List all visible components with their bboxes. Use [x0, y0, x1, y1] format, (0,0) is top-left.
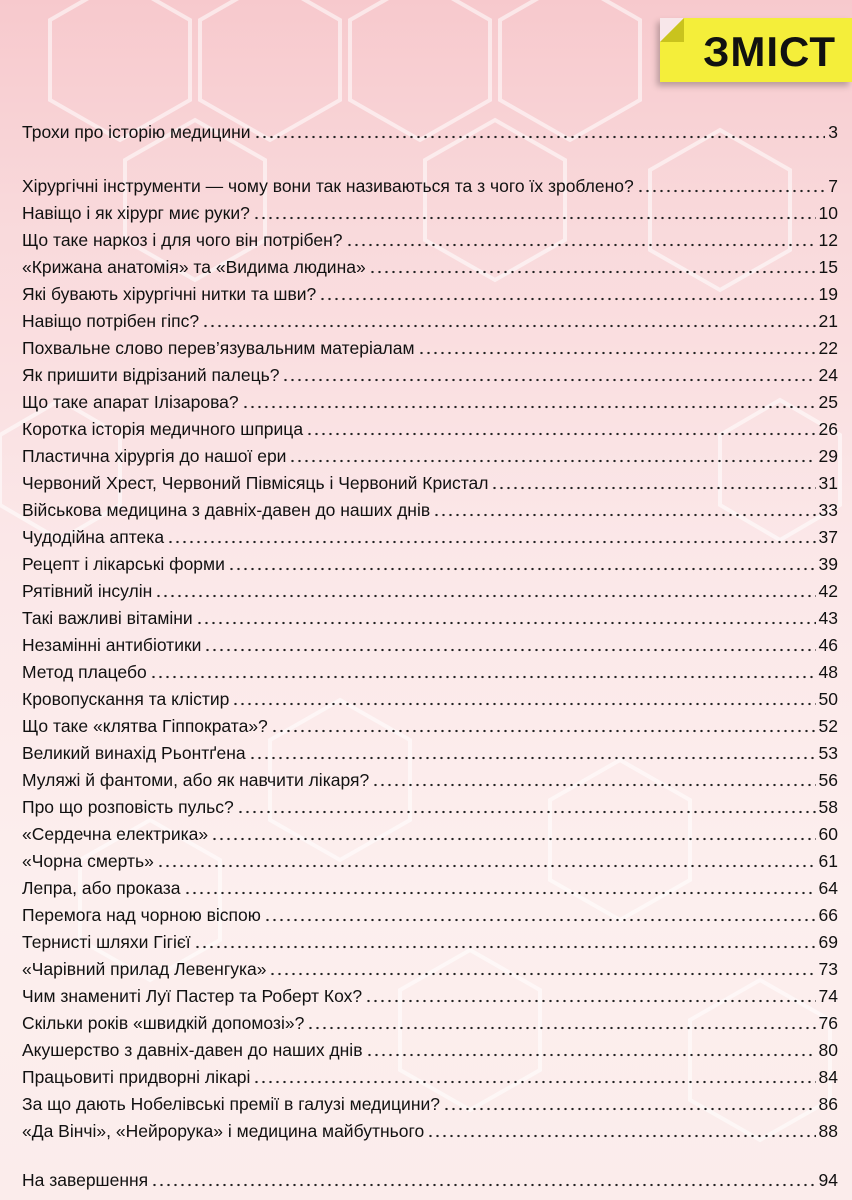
toc-entry-title: Які бувають хірургічні нитки та шви?: [22, 284, 317, 304]
toc-entry[interactable]: [22, 660, 838, 684]
toc-entry[interactable]: [22, 336, 838, 360]
toc-entry-title: Тернисті шляхи Гігієї: [22, 932, 191, 952]
toc-entry[interactable]: [22, 1065, 838, 1089]
toc-entry-title: Великий винахід Рьонтґена: [22, 743, 246, 763]
toc-entry[interactable]: [22, 606, 838, 630]
toc-entry[interactable]: [22, 795, 838, 819]
toc-entry-title: «Крижана анатомія» та «Видима людина»: [22, 257, 366, 277]
toc-entry-title: Червоний Хрест, Червоний Півмісяць і Червоний Кристал: [22, 473, 489, 493]
dot-leader: [253, 216, 816, 220]
dot-leader: [228, 567, 816, 571]
toc-entry-title: Хірургічні інструменти — чому вони так називаються та з чого їх зроблено?: [22, 176, 634, 196]
toc-entry[interactable]: [22, 714, 838, 738]
dot-leader: [365, 999, 815, 1003]
toc-entry[interactable]: [22, 552, 838, 576]
toc-entry-title: Чудодійна аптека: [22, 527, 165, 547]
toc-entry-title: Що таке «клятва Гіппократа»?: [22, 716, 268, 736]
toc-entry-title: Навіщо і як хірург миє руки?: [22, 203, 250, 223]
toc-entry[interactable]: [22, 1092, 838, 1116]
toc-entry-page: 52: [818, 716, 838, 736]
toc-entry-title: Що таке апарат Ілізарова?: [22, 392, 239, 412]
toc-entry-title: Коротка історія медичного шприца: [22, 419, 304, 439]
toc-entry[interactable]: [22, 174, 838, 198]
dot-leader: [433, 513, 815, 517]
toc-entry[interactable]: [22, 768, 838, 792]
dot-leader: [150, 675, 816, 679]
toc-entry-page: 3: [828, 122, 838, 142]
dot-leader: [184, 891, 816, 895]
toc-entry-title: Такі важливі вітаміни: [22, 608, 193, 628]
toc-entry-title: Військова медицина з давніх-давен до наших днів: [22, 500, 431, 520]
toc-entry-page: 56: [818, 770, 838, 790]
dot-leader: [242, 405, 816, 409]
toc-entry-page: 29: [818, 446, 838, 466]
page-title: ЗМІСТ: [703, 28, 836, 75]
toc-entry-title: Як пришити відрізаний палець?: [22, 365, 280, 385]
toc-entry-title: «Сердечна електрика»: [22, 824, 209, 844]
toc-entry-page: 76: [818, 1013, 838, 1033]
dot-leader: [369, 270, 816, 274]
title-tab: [660, 18, 852, 82]
toc-entry[interactable]: [22, 498, 838, 522]
dot-leader: [237, 810, 816, 814]
toc-entry[interactable]: [22, 930, 838, 954]
toc-entry[interactable]: [22, 876, 838, 900]
dot-leader: [269, 972, 815, 976]
toc-entry-title: Скільки років «швидкій допомозі»?: [22, 1013, 305, 1033]
toc-entry-title: Лепра, або проказа: [22, 878, 181, 898]
toc-entry-title: «Чарівний прилад Левенгука»: [22, 959, 267, 979]
toc-entry[interactable]: [22, 1119, 838, 1143]
toc-entry[interactable]: [22, 120, 838, 144]
toc-entry-title: Похвальне слово перев’язувальним матеріалам: [22, 338, 415, 358]
toc-entry-title: Чим знамениті Луї Пастер та Роберт Кох?: [22, 986, 363, 1006]
toc-entry[interactable]: [22, 471, 838, 495]
toc-entry[interactable]: [22, 1011, 838, 1035]
toc-entry-page: 43: [818, 608, 838, 628]
toc-entry-page: 31: [818, 473, 838, 493]
dot-leader: [307, 1026, 815, 1030]
dot-leader: [167, 540, 815, 544]
toc-entry-page: 66: [818, 905, 838, 925]
dot-leader: [232, 702, 815, 706]
toc-entry-title: Муляжі й фантоми, або як навчити лікаря?: [22, 770, 370, 790]
toc-entry-title: Пластична хірургія до нашої ери: [22, 446, 287, 466]
toc-entry[interactable]: [22, 390, 838, 414]
toc-entry-title: За що дають Нобелівські премії в галузі медицини?: [22, 1094, 441, 1114]
dot-leader: [271, 729, 816, 733]
dot-leader: [372, 783, 815, 787]
toc-entry-title: Навіщо потрібен гіпс?: [22, 311, 200, 331]
toc-entry-title: Рецепт і лікарські форми: [22, 554, 225, 574]
toc-entry[interactable]: [22, 957, 838, 981]
toc-entry-page: 22: [818, 338, 838, 358]
toc-entry-page: 84: [818, 1067, 838, 1087]
toc-entry[interactable]: [22, 363, 838, 387]
dot-leader: [427, 1134, 815, 1138]
dot-leader: [253, 1080, 815, 1084]
toc-entry-page: 7: [828, 176, 838, 196]
toc-entry-page: 61: [818, 851, 838, 871]
toc-entry[interactable]: [22, 282, 838, 306]
dot-leader: [204, 648, 815, 652]
dot-leader: [289, 459, 815, 463]
toc-entry-page: 19: [818, 284, 838, 304]
toc-entry-page: 15: [818, 257, 838, 277]
toc-entry-page: 48: [818, 662, 838, 682]
toc-entry-title: На завершення: [22, 1170, 149, 1190]
dot-leader: [319, 297, 815, 301]
dot-leader: [249, 756, 816, 760]
dot-leader: [254, 135, 826, 139]
toc-entry-title: Кровопускання та клістир: [22, 689, 230, 709]
dot-leader: [366, 1053, 816, 1057]
dot-leader: [157, 864, 816, 868]
toc-entry[interactable]: [22, 228, 838, 252]
toc-entry-page: 80: [818, 1040, 838, 1060]
toc-entry-page: 26: [818, 419, 838, 439]
toc-entry-page: 60: [818, 824, 838, 844]
toc-entry[interactable]: [22, 1168, 838, 1192]
toc-entry[interactable]: [22, 255, 838, 279]
toc-entry-page: 58: [818, 797, 838, 817]
toc-entry-page: 74: [818, 986, 838, 1006]
toc-entry-page: 39: [818, 554, 838, 574]
toc-entry-page: 86: [818, 1094, 838, 1114]
toc-entry-page: 88: [818, 1121, 838, 1141]
toc-entry[interactable]: [22, 579, 838, 603]
toc-entry-title: «Да Вінчі», «Нейрорука» і медицина майбутнього: [22, 1121, 425, 1141]
dot-leader: [194, 945, 816, 949]
dot-leader: [264, 918, 816, 922]
toc-entry-title: Що таке наркоз і для чого він потрібен?: [22, 230, 343, 250]
toc-entry-page: 69: [818, 932, 838, 952]
toc-entry-page: 46: [818, 635, 838, 655]
dot-leader: [211, 837, 815, 841]
dot-leader: [155, 594, 815, 598]
toc-entry[interactable]: [22, 822, 838, 846]
toc-entry-title: «Чорна смерть»: [22, 851, 154, 871]
toc-entry-title: Акушерство з давніх-давен до наших днів: [22, 1040, 363, 1060]
toc-entry-title: Про що розповість пульс?: [22, 797, 234, 817]
dot-leader: [282, 378, 815, 382]
toc-entry-page: 33: [818, 500, 838, 520]
dot-leader: [491, 486, 815, 490]
toc-entry[interactable]: [22, 201, 838, 225]
toc-entry-page: 21: [818, 311, 838, 331]
toc-entry-page: 64: [818, 878, 838, 898]
toc-entry-title: Метод плацебо: [22, 662, 147, 682]
toc-entry-page: 50: [818, 689, 838, 709]
dot-leader: [306, 432, 815, 436]
toc-entry-title: Незамінні антибіотики: [22, 635, 202, 655]
toc-entry-page: 94: [818, 1170, 838, 1190]
toc-entry-page: 73: [818, 959, 838, 979]
dot-leader: [637, 189, 826, 193]
toc-entry-page: 24: [818, 365, 838, 385]
toc-entry[interactable]: [22, 417, 838, 441]
dot-leader: [418, 351, 816, 355]
dot-leader: [346, 243, 816, 247]
toc-entry-title: Трохи про історію медицини: [22, 122, 251, 142]
toc-entry-title: Рятівний інсулін: [22, 581, 153, 601]
toc-entry[interactable]: [22, 633, 838, 657]
toc-entry[interactable]: [22, 849, 838, 873]
toc-entry-page: 12: [818, 230, 838, 250]
toc-entry[interactable]: [22, 1038, 838, 1062]
toc-entry[interactable]: [22, 687, 838, 711]
toc-entry[interactable]: [22, 741, 838, 765]
toc-entry[interactable]: [22, 525, 838, 549]
dot-leader: [443, 1107, 816, 1111]
dot-leader: [202, 324, 815, 328]
toc-entry-page: 25: [818, 392, 838, 412]
toc-entry-page: 42: [818, 581, 838, 601]
dot-leader: [151, 1183, 815, 1187]
toc-entry[interactable]: [22, 984, 838, 1008]
toc-entry-title: Перемога над чорною віспою: [22, 905, 261, 925]
toc-entry-page: 37: [818, 527, 838, 547]
toc-entry[interactable]: [22, 444, 838, 468]
toc-entry[interactable]: [22, 903, 838, 927]
dot-leader: [196, 621, 816, 625]
toc-entry[interactable]: [22, 309, 838, 333]
toc-entry-page: 53: [818, 743, 838, 763]
toc-entry-title: Працьовиті придворні лікарі: [22, 1067, 251, 1087]
toc-entry-page: 10: [818, 203, 838, 223]
